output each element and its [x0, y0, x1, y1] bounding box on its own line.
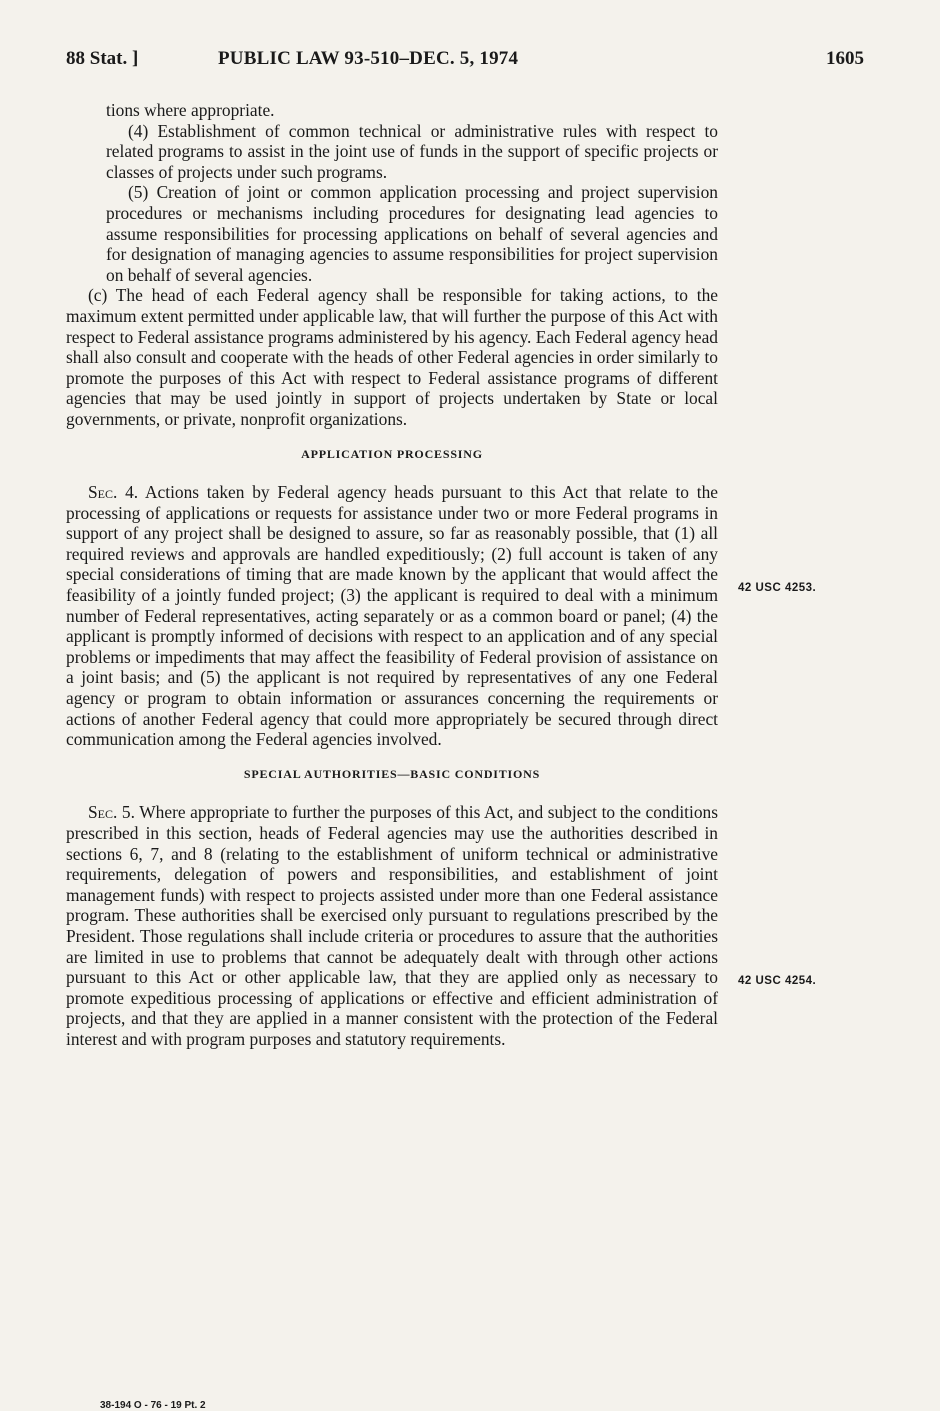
section-heading-application-processing: APPLICATION PROCESSING [301, 446, 483, 461]
header-public-law-title: PUBLIC LAW 93-510–DEC. 5, 1974 [218, 48, 519, 69]
footer-print-code: 38-194 O - 76 - 19 Pt. 2 [100, 1400, 206, 1411]
section-heading-special-authorities: SPECIAL AUTHORITIES—BASIC CONDITIONS [243, 766, 541, 781]
document-body [66, 100, 718, 1050]
paragraph-item-4: (4) Establishment of common technical or administrative rules with respect to related programs to assist in the joint use of funds in the support of specific projects or classes of projects under such programs. [106, 120, 718, 182]
paragraph-item-5: (5) Creation of joint or common application processing and project supervision procedures or mechanisms including procedures for designating lead agencies to assume responsibilities for processing applications on behalf of several agencies and for designation of managing agencies to assume responsibilities for project supervision on behalf of several agencies. [106, 182, 718, 285]
section-5-text: Where appropriate to further the purposes of this Act, and subject to the conditions prescribed in this section, heads of Federal agencies may use the authorities described in sections 6, 7, and 8 (relating to the establishment of uniform technical or administrative requirements, delegation of powers and responsibilities, and establishment of joint management funds) with respect to projects assisted under more than one Federal assistance program. These authorities shall be exercised only pursuant to regulations prescribed by the President. Those regulations shall include criteria or procedures to assure that the authorities are limited in use to problems that cannot be adequately dealt with through other actions pursuant to this Act or other applicable law, that they are applied only as necessary to promote expeditious processing of applications or effective and efficient administration of projects, and that they are applied in a manner consistent with the protection of the Federal interest and with program purposes and statutory requirements. [66, 802, 718, 1049]
section-4-text: Actions taken by Federal agency heads pursuant to this Act that relate to the processing of applications or requests for assistance under two or more Federal programs in support of any project shall be designed to assure, so far as reasonably possible, that (1) all required reviews and approvals are handled expeditiously; (2) full account is taken of any special considerations of timing that are made known by the applicant that would affect the feasibility of a jointly funded project; (3) the applicant is required to deal with a minimum number of Federal representatives, acting separately or as a common board or panel; (4) the applicant is promptly informed of decisions with respect to an application and of any special problems or impediments that may affect the feasibility of Federal provision of assistance on a joint basis; and (5) the applicant is not required by representatives of any one Federal agency or program to obtain information or assurances concerning the requirements or actions of another Federal agency that could more appropriately be secured through direct communication among the Federal agencies involved. [66, 482, 719, 750]
section-4-label: Sec. 4. [88, 482, 139, 503]
section-5-paragraph [66, 802, 718, 1049]
margin-note-42-usc-4253: 42 USC 4253. [738, 582, 817, 594]
header-page-number: 1605 [826, 48, 864, 69]
header-statute-reference: 88 Stat. ] [66, 48, 139, 69]
paragraph-continuation: tions where appropriate. [106, 100, 275, 120]
paragraph-subsection-c: (c) The head of each Federal agency shall be responsible for taking actions, to the maximum extent permitted under applicable law, that will further the purpose of this Act with respect to Federal assistance programs administered by his agency. Each Federal agency head shall also consult and cooperate with the heads of other Federal agencies in order similarly to promote the purposes of this Act with respect to Federal assistance programs of different agencies that may be used jointly in support of projects undertaken by State or local governments, or private, nonprofit organizations. [66, 285, 718, 429]
margin-note-42-usc-4254: 42 USC 4254. [738, 975, 817, 987]
section-5-label: Sec. 5. [88, 802, 135, 823]
section-4-paragraph [66, 482, 718, 750]
